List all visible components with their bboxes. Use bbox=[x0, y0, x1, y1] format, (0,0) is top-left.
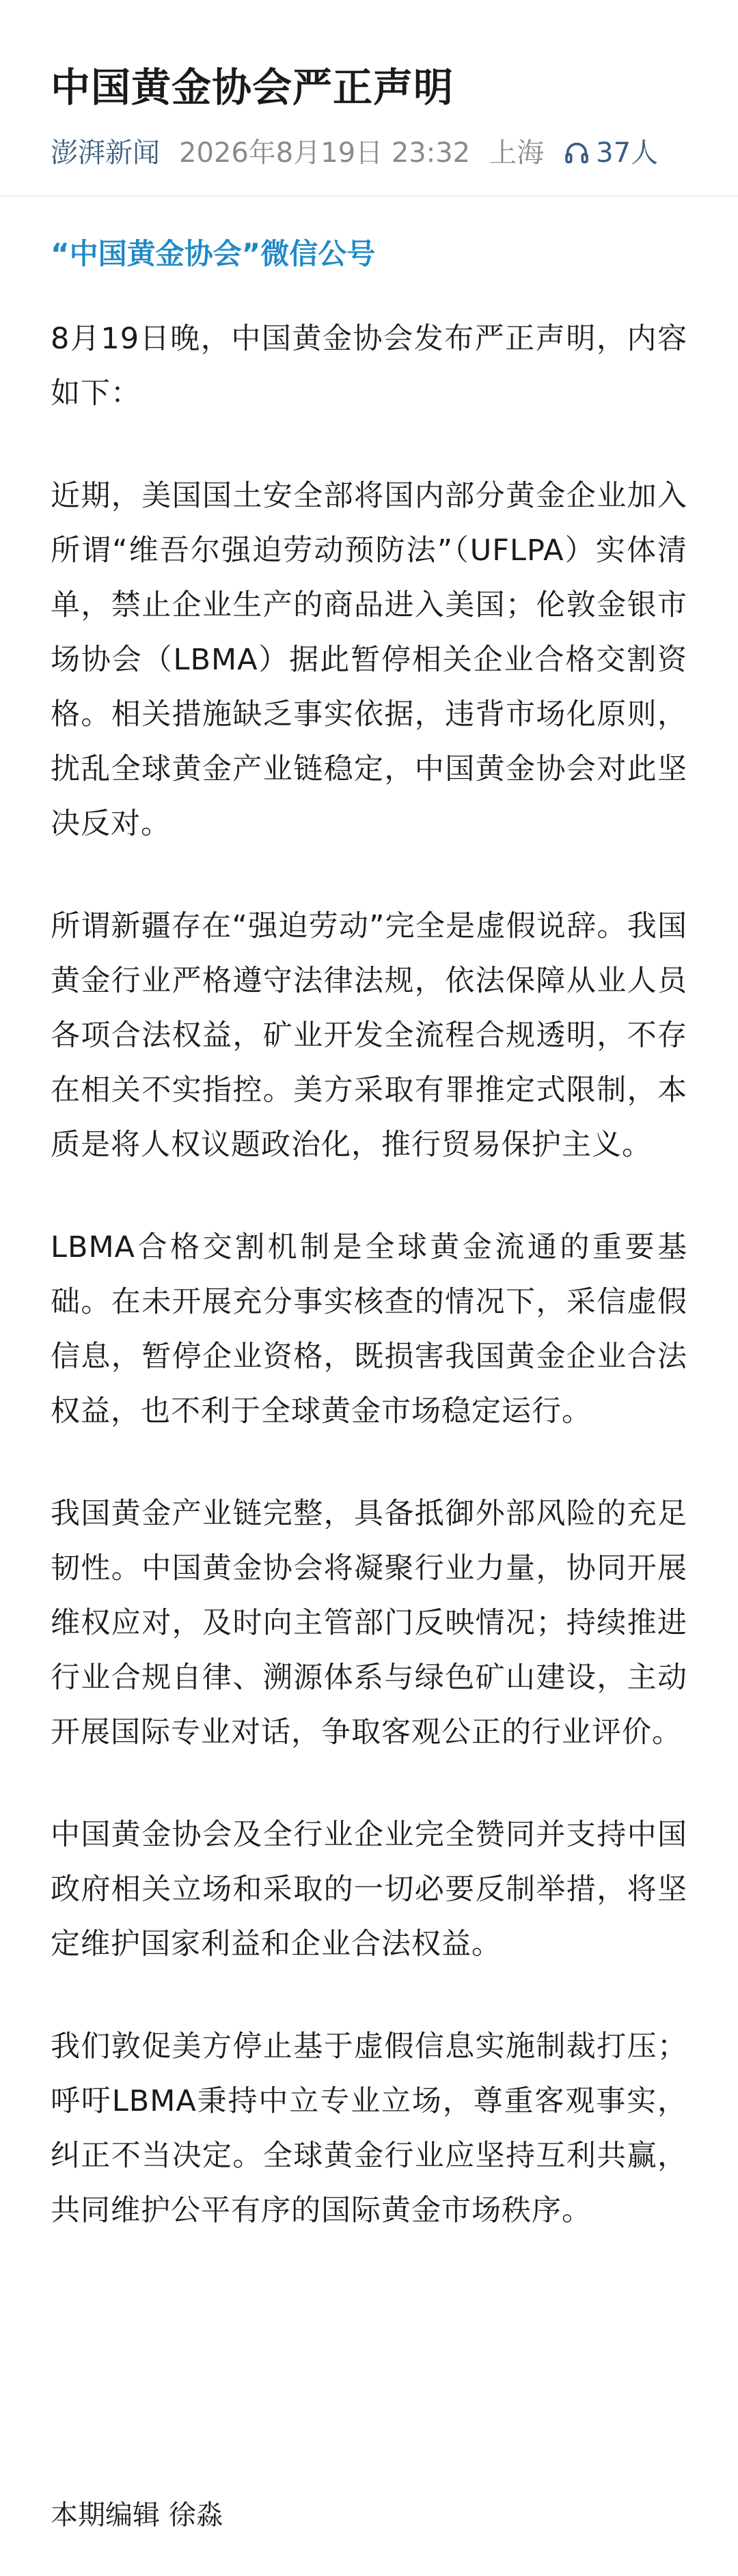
source-link[interactable]: 澎湃新闻 bbox=[51, 137, 160, 169]
account-name[interactable]: “中国黄金协会”微信公号 bbox=[51, 237, 376, 271]
article-title: 中国黄金协会严正声明 bbox=[51, 64, 454, 111]
paragraph: 近期，美国国土安全部将国内部分黄金企业加入所谓“维吾尔强迫劳动预防法”（UFLPA）实体清单，禁止企业生产的商品进入美国；伦敦金银市场协会（LBMA）据此暂停相关企业合格交割资格。相关措施缺乏事实依据，违背市场化原则，扰乱全球黄金产业链稳定，中国黄金协会对此坚决反对。 bbox=[51, 479, 687, 841]
paragraph: 我国黄金产业链完整，具备抵御外部风险的充足韧性。中国黄金协会将凝聚行业力量，协同开展维权应对，及时向主管部门反映情况；持续推进行业合规自律、溯源体系与绿色矿山建设，主动开展国际专业对话，争取客观公正的行业评价。 bbox=[51, 1497, 687, 1749]
article-body bbox=[51, 311, 687, 2238]
paragraph: 所谓新疆存在“强迫劳动”完全是虚假说辞。我国黄金行业严格遵守法律法规，依法保障从业人员各项合法权益，矿业开发全流程合规透明，不存在相关不实指控。美方采取有罪推定式限制，本质是将人权议题政治化，推行贸易保护主义。 bbox=[51, 909, 687, 1162]
listen-count: 37人 bbox=[596, 137, 659, 169]
paragraph: 8月19日晚，中国黄金协会发布严正声明，内容如下： bbox=[51, 322, 687, 411]
paragraph: 中国黄金协会及全行业企业完全赞同并支持中国政府相关立场和采取的一切必要反制举措，将坚定维护国家利益和企业合法权益。 bbox=[51, 1818, 687, 1961]
article-meta bbox=[51, 134, 687, 172]
header-divider bbox=[0, 195, 738, 197]
paragraph: LBMA合格交割机制是全球黄金流通的重要基础。在未开展充分事实核查的情况下，采信虚假信息，暂停企业资格，既损害我国黄金企业合法权益，也不利于全球黄金市场稳定运行。 bbox=[51, 1230, 687, 1428]
headphones-icon bbox=[563, 139, 590, 167]
listen-button[interactable] bbox=[563, 134, 658, 172]
publish-location: 上海 bbox=[489, 137, 545, 169]
publish-time: 2026年8月19日 23:32 bbox=[179, 137, 471, 169]
editor-credit: 本期编辑 徐淼 bbox=[51, 2499, 223, 2531]
paragraph: 我们敦促美方停止基于虚假信息实施制裁打压；呼吁LBMA秉持中立专业立场，尊重客观事实，纠正不当决定。全球黄金行业应坚持互利共赢，共同维护公平有序的国际黄金市场秩序。 bbox=[51, 2030, 687, 2228]
